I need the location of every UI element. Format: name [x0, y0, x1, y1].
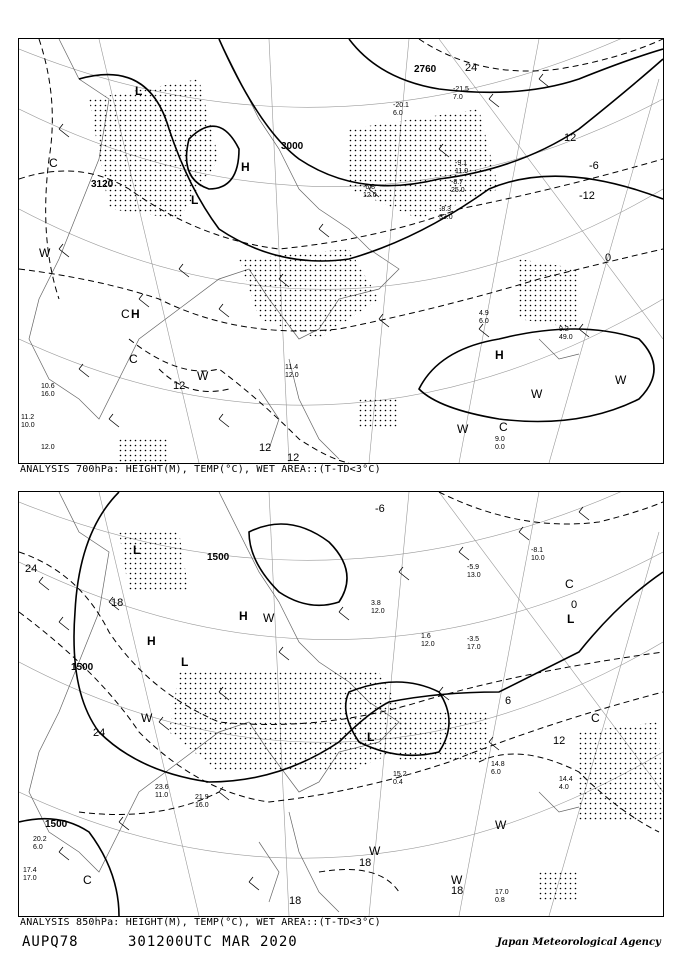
station-value: 9.0 [495, 436, 505, 443]
station-value: 1.6 [421, 633, 431, 640]
temp-label: -12 [579, 190, 595, 202]
map-700hpa-canvas [19, 39, 663, 463]
cold-center: C [565, 577, 574, 591]
map-850hpa-canvas [19, 492, 663, 916]
high-center: H [495, 348, 504, 362]
temp-label: -6 [375, 503, 385, 515]
temp-label: 6 [505, 695, 512, 707]
caption-850hpa: ANALYSIS 850hPa: HEIGHT(M), TEMP(°C), WET AREA::(T-TD<3°C) [20, 917, 381, 928]
station-value: 15.2 [393, 771, 407, 778]
height-label: 1500 [207, 552, 230, 563]
temp-label: 0 [605, 252, 612, 264]
station-value: 12.0 [285, 372, 299, 379]
station-value: 14.8 [491, 761, 505, 768]
station-value: 11.0 [455, 168, 469, 175]
cold-center: C [591, 711, 600, 725]
temp-label: 24 [25, 563, 38, 575]
station-value: 0.8 [495, 897, 505, 904]
warm-center: W [495, 818, 507, 832]
caption-700hpa: ANALYSIS 700hPa: HEIGHT(M), TEMP(°C), WET AREA::(T-TD<3°C) [20, 464, 381, 475]
station-value: -6.8 [363, 184, 376, 191]
station-value: 20.2 [33, 836, 47, 843]
station-value: -3.5 [467, 636, 480, 643]
station-value: -8.7 [451, 179, 464, 186]
station-value: 4.9 [479, 310, 489, 317]
warm-center: W [531, 387, 543, 401]
cold-center: C [121, 307, 130, 321]
station-value: 49.0 [559, 334, 573, 341]
cold-center: C [499, 420, 508, 434]
height-label: 1500 [71, 662, 94, 673]
chart-id: AUPQ78 [22, 934, 79, 950]
station-value: 14.4 [559, 776, 573, 783]
station-value: 25.0 [451, 187, 465, 194]
high-center: H [239, 609, 248, 623]
station-value: 33.0 [439, 214, 453, 221]
height-label: 3000 [281, 141, 304, 152]
station-value: 13.0 [467, 572, 481, 579]
temp-label: 24 [465, 62, 478, 74]
station-value: -8.3 [439, 206, 452, 213]
station-value: 0.4 [393, 779, 403, 786]
station-value: 12.0 [363, 192, 377, 199]
station-value: 4.0 [559, 784, 569, 791]
station-value: 16.0 [195, 802, 209, 809]
height-label: 1500 [45, 819, 68, 830]
low-center: L [367, 730, 375, 744]
station-value: 21.9 [195, 794, 209, 801]
station-value: 6.0 [479, 318, 489, 325]
map-700hpa [18, 38, 664, 464]
temp-label: 12 [173, 380, 186, 392]
low-center: L [135, 84, 143, 98]
temp-label: 18 [289, 895, 302, 907]
temp-label: 18 [111, 597, 124, 609]
temp-label: 24 [93, 727, 106, 739]
wet-areas [119, 532, 663, 902]
warm-center: W [457, 422, 469, 436]
station-value: 3.8 [371, 600, 381, 607]
cold-center: C [49, 156, 58, 170]
warm-center: W [615, 373, 627, 387]
station-value: -21.5 [453, 86, 469, 93]
temp-label: 12 [564, 132, 577, 144]
station-value: 0.0 [495, 444, 505, 451]
low-center: L [567, 612, 575, 626]
station-value: 6.0 [393, 110, 403, 117]
low-center: L [191, 193, 199, 207]
temp-label: -6 [589, 160, 599, 172]
station-value: 10.6 [41, 383, 55, 390]
map-850hpa [18, 491, 664, 917]
height-label: 2760 [414, 64, 437, 75]
station-value: -20.1 [393, 102, 409, 109]
warm-center: W [197, 369, 209, 383]
cold-center: C [129, 352, 138, 366]
temp-label: 12 [259, 442, 272, 454]
agency-credit: Japan Meteorological Agency [497, 937, 661, 948]
station-value: 11.0 [155, 792, 169, 799]
station-value: 6.0 [33, 844, 43, 851]
low-center: L [181, 655, 189, 669]
temp-label: 0 [571, 599, 578, 611]
station-value: 12.0 [41, 444, 55, 451]
station-value: 12.0 [371, 608, 385, 615]
valid-time: 301200UTC MAR 2020 [128, 934, 298, 950]
wet-areas [89, 79, 579, 463]
temp-label: 12 [553, 735, 566, 747]
station-value: 17.4 [23, 867, 37, 874]
station-value: -8.1 [531, 547, 544, 554]
station-value: 6.0 [491, 769, 501, 776]
warm-center: W [39, 246, 51, 260]
station-value: 11.4 [285, 364, 299, 371]
station-value: 16.0 [41, 391, 55, 398]
station-value: 23.6 [155, 784, 169, 791]
low-center: L [133, 543, 141, 557]
warm-center: W [369, 844, 381, 858]
height-label: 3120 [91, 179, 114, 190]
station-value: 17.0 [467, 644, 481, 651]
high-center: H [147, 634, 156, 648]
station-value: 7.0 [453, 94, 463, 101]
station-value: -5.9 [467, 564, 480, 571]
station-value: 9.2 [559, 326, 569, 333]
temp-label: 18 [451, 885, 464, 897]
station-value: 11.2 [21, 414, 35, 421]
station-value: 10.0 [531, 555, 545, 562]
station-value: 17.0 [495, 889, 509, 896]
warm-center: W [141, 711, 153, 725]
station-value: 10.0 [21, 422, 35, 429]
temp-label: 12 [287, 452, 300, 463]
station-value: 17.0 [23, 875, 37, 882]
warm-center: W [451, 873, 463, 887]
station-value: 12.0 [421, 641, 435, 648]
station-value: -9.1 [455, 160, 468, 167]
high-center: H [241, 160, 250, 174]
cold-center: C [83, 873, 92, 887]
temp-label: 18 [359, 857, 372, 869]
high-center: H [131, 307, 140, 321]
warm-center: W [263, 611, 275, 625]
